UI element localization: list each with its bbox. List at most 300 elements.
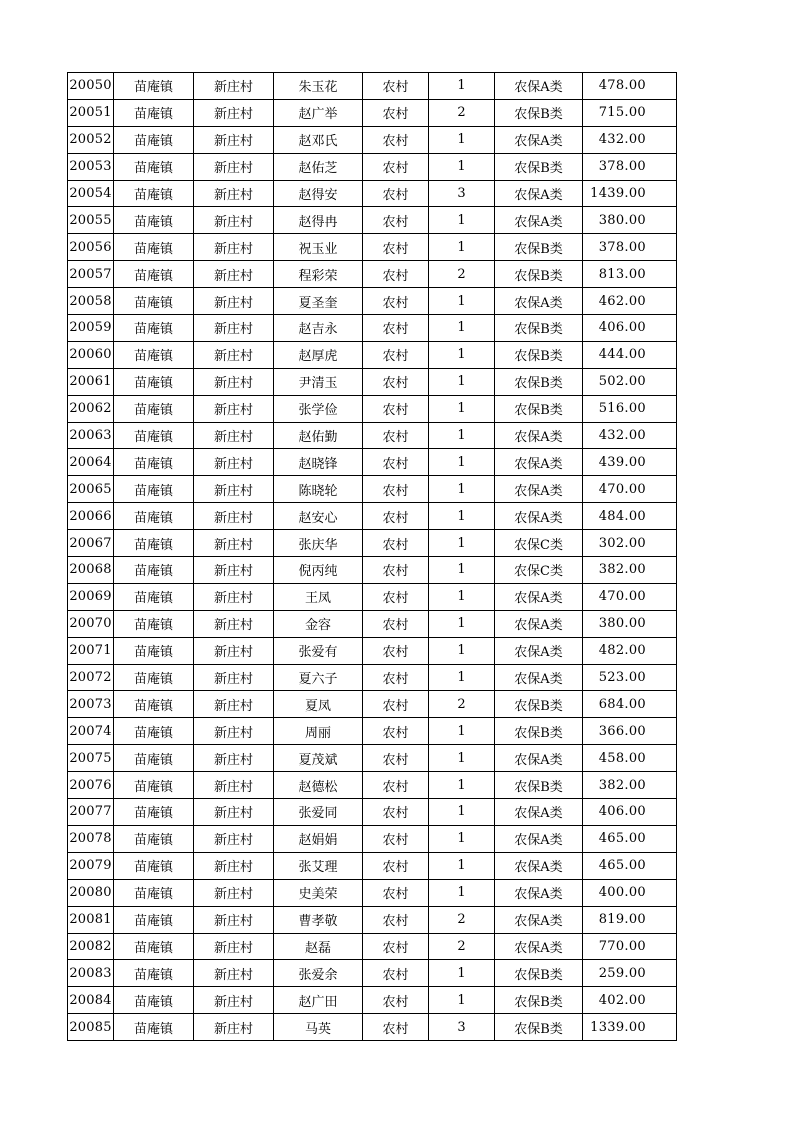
record-id-cell: 20061 [68,368,114,395]
household-count-cell: 1 [429,207,495,234]
residence-type-cell: 农村 [363,664,429,691]
name-cell: 赵厚虎 [274,341,363,368]
insurance-category-cell: 农保A类 [495,583,583,610]
insurance-category-cell: 农保B类 [495,99,583,126]
household-count-cell: 1 [429,315,495,342]
record-id-cell: 20063 [68,422,114,449]
records-table [67,72,677,1041]
village-cell: 新庄村 [194,825,274,852]
name-cell: 赵广举 [274,99,363,126]
town-cell: 苗庵镇 [114,664,194,691]
town-cell: 苗庵镇 [114,153,194,180]
amount-cell: 502.00 [583,368,677,395]
village-cell: 新庄村 [194,261,274,288]
insurance-category-cell: 农保A类 [495,503,583,530]
household-count-cell: 1 [429,153,495,180]
town-cell: 苗庵镇 [114,476,194,503]
record-id-cell: 20051 [68,99,114,126]
village-cell: 新庄村 [194,610,274,637]
table-row [68,530,677,557]
name-cell: 赵磊 [274,933,363,960]
amount-cell: 482.00 [583,637,677,664]
town-cell: 苗庵镇 [114,422,194,449]
table-row [68,610,677,637]
amount-cell: 1439.00 [583,180,677,207]
household-count-cell: 1 [429,637,495,664]
village-cell: 新庄村 [194,207,274,234]
table-row [68,315,677,342]
household-count-cell: 2 [429,99,495,126]
amount-cell: 402.00 [583,987,677,1014]
insurance-category-cell: 农保A类 [495,637,583,664]
name-cell: 张爱余 [274,960,363,987]
insurance-category-cell: 农保A类 [495,288,583,315]
record-id-cell: 20057 [68,261,114,288]
name-cell: 马英 [274,1014,363,1041]
town-cell: 苗庵镇 [114,368,194,395]
record-id-cell: 20050 [68,73,114,100]
residence-type-cell: 农村 [363,449,429,476]
town-cell: 苗庵镇 [114,99,194,126]
town-cell: 苗庵镇 [114,341,194,368]
residence-type-cell: 农村 [363,126,429,153]
town-cell: 苗庵镇 [114,772,194,799]
village-cell: 新庄村 [194,341,274,368]
amount-cell: 406.00 [583,315,677,342]
amount-cell: 366.00 [583,718,677,745]
village-cell: 新庄村 [194,799,274,826]
amount-cell: 432.00 [583,126,677,153]
residence-type-cell: 农村 [363,530,429,557]
household-count-cell: 2 [429,261,495,288]
insurance-category-cell: 农保A类 [495,610,583,637]
residence-type-cell: 农村 [363,879,429,906]
household-count-cell: 1 [429,583,495,610]
residence-type-cell: 农村 [363,583,429,610]
residence-type-cell: 农村 [363,637,429,664]
name-cell: 尹清玉 [274,368,363,395]
name-cell: 史美荣 [274,879,363,906]
insurance-category-cell: 农保B类 [495,772,583,799]
table-row [68,395,677,422]
household-count-cell: 1 [429,987,495,1014]
record-id-cell: 20078 [68,825,114,852]
table-row [68,933,677,960]
amount-cell: 465.00 [583,852,677,879]
amount-cell: 819.00 [583,906,677,933]
table-row [68,207,677,234]
insurance-category-cell: 农保A类 [495,906,583,933]
record-id-cell: 20081 [68,906,114,933]
insurance-category-cell: 农保A类 [495,422,583,449]
table-row [68,73,677,100]
insurance-category-cell: 农保A类 [495,180,583,207]
amount-cell: 516.00 [583,395,677,422]
insurance-category-cell: 农保B类 [495,718,583,745]
residence-type-cell: 农村 [363,906,429,933]
record-id-cell: 20066 [68,503,114,530]
record-id-cell: 20052 [68,126,114,153]
village-cell: 新庄村 [194,906,274,933]
name-cell: 张爱有 [274,637,363,664]
name-cell: 周丽 [274,718,363,745]
town-cell: 苗庵镇 [114,852,194,879]
residence-type-cell: 农村 [363,987,429,1014]
town-cell: 苗庵镇 [114,395,194,422]
residence-type-cell: 农村 [363,718,429,745]
record-id-cell: 20075 [68,745,114,772]
village-cell: 新庄村 [194,234,274,261]
household-count-cell: 2 [429,691,495,718]
village-cell: 新庄村 [194,583,274,610]
town-cell: 苗庵镇 [114,637,194,664]
insurance-category-cell: 农保B类 [495,234,583,261]
household-count-cell: 1 [429,395,495,422]
household-count-cell: 1 [429,126,495,153]
residence-type-cell: 农村 [363,99,429,126]
town-cell: 苗庵镇 [114,825,194,852]
residence-type-cell: 农村 [363,234,429,261]
insurance-category-cell: 农保A类 [495,207,583,234]
residence-type-cell: 农村 [363,422,429,449]
table-row [68,664,677,691]
town-cell: 苗庵镇 [114,288,194,315]
village-cell: 新庄村 [194,637,274,664]
record-id-cell: 20067 [68,530,114,557]
insurance-category-cell: 农保A类 [495,73,583,100]
residence-type-cell: 农村 [363,799,429,826]
insurance-category-cell: 农保A类 [495,745,583,772]
insurance-category-cell: 农保A类 [495,449,583,476]
name-cell: 倪丙纯 [274,557,363,584]
amount-cell: 259.00 [583,960,677,987]
name-cell: 夏六子 [274,664,363,691]
amount-cell: 378.00 [583,234,677,261]
record-id-cell: 20083 [68,960,114,987]
village-cell: 新庄村 [194,476,274,503]
town-cell: 苗庵镇 [114,261,194,288]
residence-type-cell: 农村 [363,1014,429,1041]
name-cell: 祝玉业 [274,234,363,261]
residence-type-cell: 农村 [363,341,429,368]
household-count-cell: 1 [429,718,495,745]
record-id-cell: 20085 [68,1014,114,1041]
table-row [68,261,677,288]
residence-type-cell: 农村 [363,503,429,530]
insurance-category-cell: 农保B类 [495,368,583,395]
insurance-category-cell: 农保B类 [495,691,583,718]
table-row [68,691,677,718]
record-id-cell: 20080 [68,879,114,906]
household-count-cell: 1 [429,476,495,503]
name-cell: 赵广田 [274,987,363,1014]
residence-type-cell: 农村 [363,960,429,987]
village-cell: 新庄村 [194,691,274,718]
town-cell: 苗庵镇 [114,879,194,906]
household-count-cell: 1 [429,449,495,476]
household-count-cell: 1 [429,610,495,637]
household-count-cell: 3 [429,1014,495,1041]
record-id-cell: 20060 [68,341,114,368]
amount-cell: 715.00 [583,99,677,126]
table-row [68,288,677,315]
record-id-cell: 20079 [68,852,114,879]
town-cell: 苗庵镇 [114,745,194,772]
table-row [68,234,677,261]
household-count-cell: 1 [429,799,495,826]
village-cell: 新庄村 [194,368,274,395]
town-cell: 苗庵镇 [114,557,194,584]
record-id-cell: 20077 [68,799,114,826]
household-count-cell: 1 [429,288,495,315]
name-cell: 夏圣奎 [274,288,363,315]
record-id-cell: 20073 [68,691,114,718]
village-cell: 新庄村 [194,745,274,772]
village-cell: 新庄村 [194,126,274,153]
village-cell: 新庄村 [194,288,274,315]
village-cell: 新庄村 [194,557,274,584]
amount-cell: 470.00 [583,583,677,610]
table-row [68,341,677,368]
amount-cell: 465.00 [583,825,677,852]
record-id-cell: 20071 [68,637,114,664]
amount-cell: 382.00 [583,557,677,584]
name-cell: 曹孝敬 [274,906,363,933]
amount-cell: 378.00 [583,153,677,180]
record-id-cell: 20062 [68,395,114,422]
residence-type-cell: 农村 [363,557,429,584]
residence-type-cell: 农村 [363,153,429,180]
residence-type-cell: 农村 [363,772,429,799]
table-row [68,153,677,180]
village-cell: 新庄村 [194,153,274,180]
amount-cell: 478.00 [583,73,677,100]
residence-type-cell: 农村 [363,691,429,718]
amount-cell: 380.00 [583,610,677,637]
insurance-category-cell: 农保B类 [495,1014,583,1041]
household-count-cell: 1 [429,879,495,906]
village-cell: 新庄村 [194,718,274,745]
town-cell: 苗庵镇 [114,315,194,342]
amount-cell: 380.00 [583,207,677,234]
town-cell: 苗庵镇 [114,610,194,637]
insurance-category-cell: 农保B类 [495,987,583,1014]
amount-cell: 470.00 [583,476,677,503]
name-cell: 朱玉花 [274,73,363,100]
amount-cell: 462.00 [583,288,677,315]
record-id-cell: 20069 [68,583,114,610]
name-cell: 赵晓锋 [274,449,363,476]
village-cell: 新庄村 [194,1014,274,1041]
record-id-cell: 20053 [68,153,114,180]
village-cell: 新庄村 [194,180,274,207]
household-count-cell: 1 [429,664,495,691]
town-cell: 苗庵镇 [114,73,194,100]
table-row [68,879,677,906]
table-row [68,987,677,1014]
household-count-cell: 1 [429,530,495,557]
table-row [68,476,677,503]
household-count-cell: 1 [429,960,495,987]
village-cell: 新庄村 [194,664,274,691]
table-row [68,126,677,153]
record-id-cell: 20076 [68,772,114,799]
household-count-cell: 2 [429,933,495,960]
town-cell: 苗庵镇 [114,718,194,745]
amount-cell: 302.00 [583,530,677,557]
table-row [68,99,677,126]
household-count-cell: 1 [429,368,495,395]
table-row [68,422,677,449]
name-cell: 赵安心 [274,503,363,530]
village-cell: 新庄村 [194,933,274,960]
name-cell: 赵得冉 [274,207,363,234]
household-count-cell: 1 [429,73,495,100]
table-row [68,368,677,395]
name-cell: 程彩荣 [274,261,363,288]
name-cell: 张庆华 [274,530,363,557]
name-cell: 夏茂斌 [274,745,363,772]
name-cell: 夏凤 [274,691,363,718]
insurance-category-cell: 农保C类 [495,530,583,557]
residence-type-cell: 农村 [363,207,429,234]
table-row [68,637,677,664]
village-cell: 新庄村 [194,422,274,449]
insurance-category-cell: 农保A类 [495,879,583,906]
name-cell: 赵得安 [274,180,363,207]
amount-cell: 813.00 [583,261,677,288]
name-cell: 赵佑勤 [274,422,363,449]
insurance-category-cell: 农保A类 [495,825,583,852]
town-cell: 苗庵镇 [114,1014,194,1041]
town-cell: 苗庵镇 [114,449,194,476]
record-id-cell: 20058 [68,288,114,315]
name-cell: 赵吉永 [274,315,363,342]
insurance-category-cell: 农保B类 [495,261,583,288]
household-count-cell: 1 [429,557,495,584]
table-row [68,583,677,610]
record-id-cell: 20084 [68,987,114,1014]
town-cell: 苗庵镇 [114,906,194,933]
table-row [68,772,677,799]
amount-cell: 382.00 [583,772,677,799]
village-cell: 新庄村 [194,395,274,422]
town-cell: 苗庵镇 [114,234,194,261]
residence-type-cell: 农村 [363,933,429,960]
insurance-category-cell: 农保C类 [495,557,583,584]
table-row [68,557,677,584]
name-cell: 金容 [274,610,363,637]
residence-type-cell: 农村 [363,825,429,852]
record-id-cell: 20072 [68,664,114,691]
table-row [68,906,677,933]
insurance-category-cell: 农保B类 [495,153,583,180]
name-cell: 赵佑芝 [274,153,363,180]
village-cell: 新庄村 [194,315,274,342]
record-id-cell: 20074 [68,718,114,745]
insurance-category-cell: 农保B类 [495,341,583,368]
name-cell: 张艾理 [274,852,363,879]
amount-cell: 439.00 [583,449,677,476]
residence-type-cell: 农村 [363,315,429,342]
table-row [68,745,677,772]
residence-type-cell: 农村 [363,395,429,422]
residence-type-cell: 农村 [363,852,429,879]
village-cell: 新庄村 [194,530,274,557]
table-row [68,799,677,826]
amount-cell: 444.00 [583,341,677,368]
household-count-cell: 1 [429,825,495,852]
household-count-cell: 1 [429,503,495,530]
table-row [68,718,677,745]
residence-type-cell: 农村 [363,288,429,315]
residence-type-cell: 农村 [363,745,429,772]
residence-type-cell: 农村 [363,73,429,100]
record-id-cell: 20070 [68,610,114,637]
amount-cell: 484.00 [583,503,677,530]
village-cell: 新庄村 [194,960,274,987]
town-cell: 苗庵镇 [114,933,194,960]
household-count-cell: 1 [429,234,495,261]
village-cell: 新庄村 [194,99,274,126]
name-cell: 赵邓氏 [274,126,363,153]
name-cell: 张学俭 [274,395,363,422]
table-row [68,852,677,879]
amount-cell: 1339.00 [583,1014,677,1041]
insurance-category-cell: 农保A类 [495,664,583,691]
amount-cell: 684.00 [583,691,677,718]
record-id-cell: 20064 [68,449,114,476]
town-cell: 苗庵镇 [114,960,194,987]
village-cell: 新庄村 [194,503,274,530]
record-id-cell: 20054 [68,180,114,207]
insurance-category-cell: 农保B类 [495,315,583,342]
name-cell: 赵娟娟 [274,825,363,852]
town-cell: 苗庵镇 [114,583,194,610]
household-count-cell: 1 [429,341,495,368]
record-id-cell: 20068 [68,557,114,584]
amount-cell: 406.00 [583,799,677,826]
town-cell: 苗庵镇 [114,207,194,234]
village-cell: 新庄村 [194,772,274,799]
town-cell: 苗庵镇 [114,503,194,530]
record-id-cell: 20082 [68,933,114,960]
table-row [68,960,677,987]
residence-type-cell: 农村 [363,261,429,288]
record-id-cell: 20055 [68,207,114,234]
town-cell: 苗庵镇 [114,799,194,826]
insurance-category-cell: 农保A类 [495,852,583,879]
village-cell: 新庄村 [194,852,274,879]
amount-cell: 432.00 [583,422,677,449]
amount-cell: 770.00 [583,933,677,960]
insurance-category-cell: 农保A类 [495,126,583,153]
insurance-category-cell: 农保A类 [495,933,583,960]
household-count-cell: 1 [429,745,495,772]
town-cell: 苗庵镇 [114,180,194,207]
insurance-category-cell: 农保A类 [495,799,583,826]
amount-cell: 523.00 [583,664,677,691]
household-count-cell: 2 [429,906,495,933]
insurance-category-cell: 农保B类 [495,960,583,987]
record-id-cell: 20056 [68,234,114,261]
name-cell: 张爱同 [274,799,363,826]
residence-type-cell: 农村 [363,610,429,637]
residence-type-cell: 农村 [363,368,429,395]
table-row [68,825,677,852]
record-id-cell: 20059 [68,315,114,342]
insurance-category-cell: 农保A类 [495,476,583,503]
